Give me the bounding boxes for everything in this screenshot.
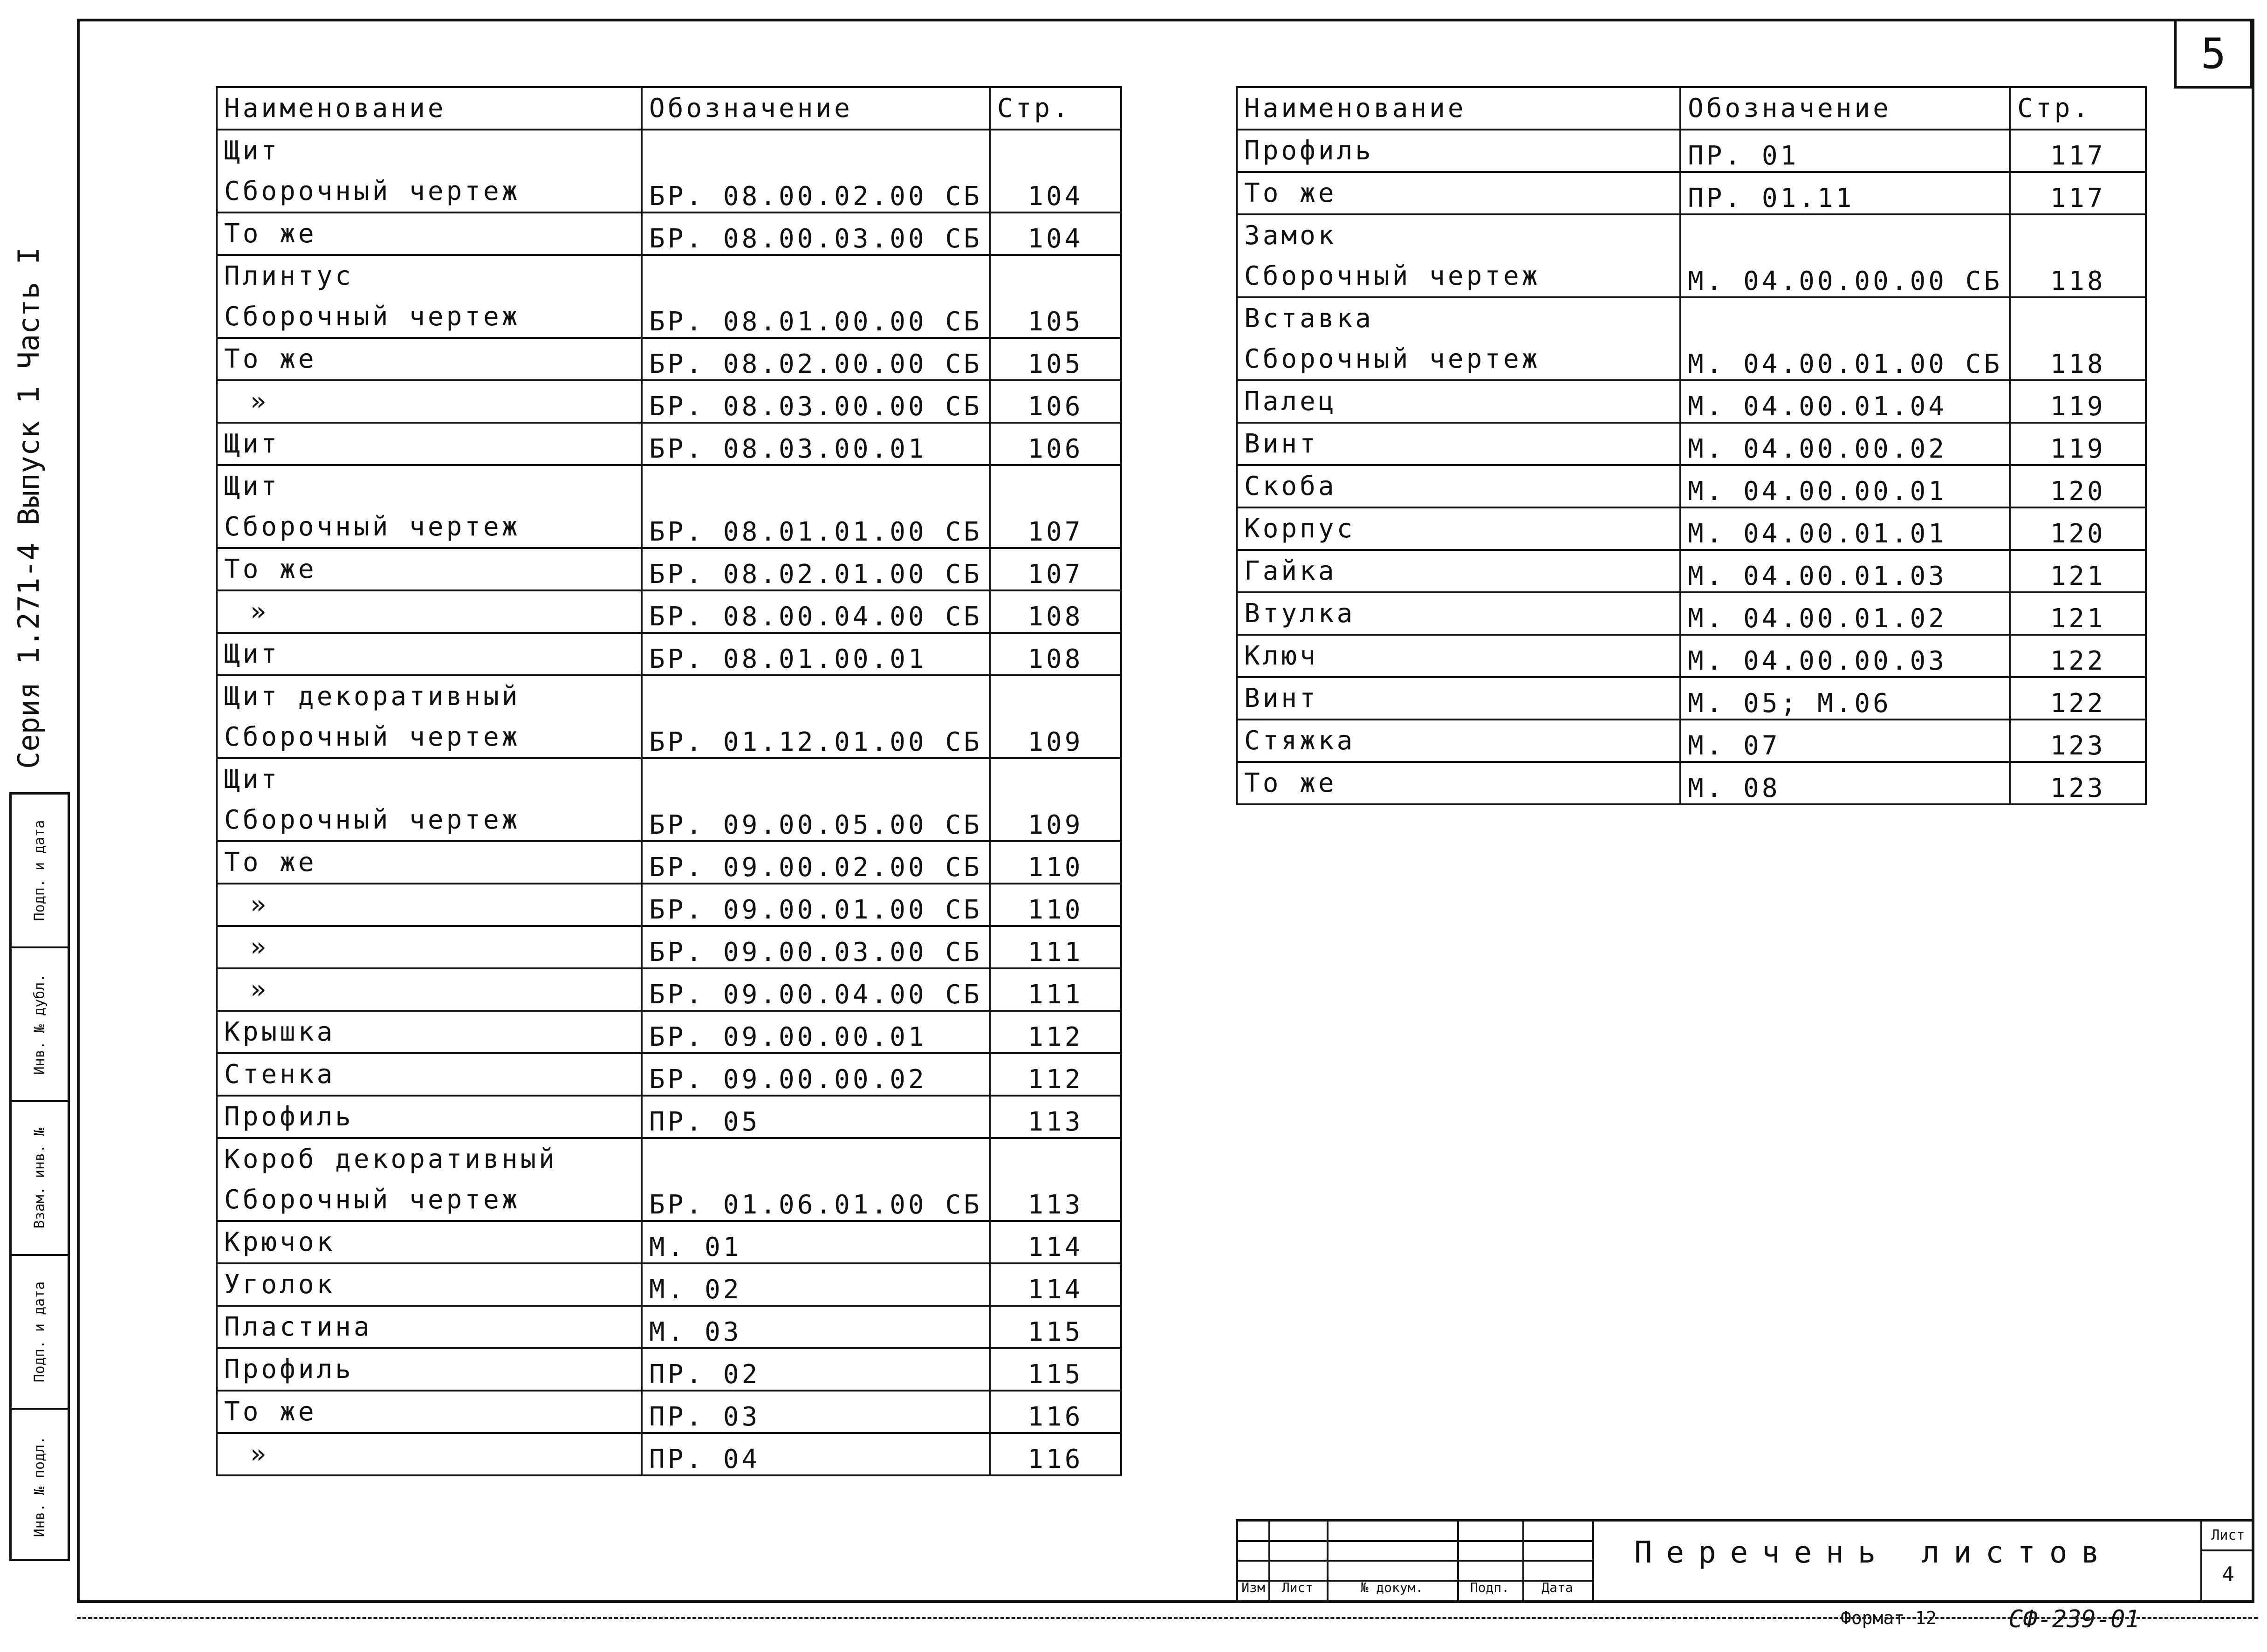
cell-name: Винт — [1237, 677, 1680, 720]
cell-designation: БР. 01.12.01.00 СБ — [642, 675, 990, 758]
cell-designation: М. 02 — [642, 1263, 990, 1306]
cell-designation: ПР. 03 — [642, 1391, 990, 1433]
table-row — [217, 1391, 1121, 1433]
cell-designation: БР. 08.03.00.01 — [642, 423, 990, 465]
stamp-field-label: Инв. № подл. — [31, 1436, 48, 1537]
table-row — [217, 380, 1121, 423]
cell-name: То же — [217, 841, 642, 884]
table-row — [217, 926, 1121, 968]
cell-page: 113 — [990, 1096, 1121, 1138]
table-row — [217, 1348, 1121, 1391]
cell-page: 121 — [2010, 550, 2146, 592]
stamp-field-label: Инв. № дубл. — [31, 973, 48, 1075]
cell-name: Щит декоративный — [217, 675, 642, 717]
cell-designation: БР. 08.00.03.00 СБ — [642, 212, 990, 255]
cell-designation: М. 04.00.00.00 СБ — [1680, 214, 2010, 297]
cell-name: » — [217, 590, 642, 633]
cell-name: То же — [217, 1391, 642, 1433]
cell-page: 122 — [2010, 635, 2146, 677]
cell-page: 104 — [990, 212, 1121, 255]
cell-designation: БР. 08.01.01.00 СБ — [642, 465, 990, 548]
cell-page: 120 — [2010, 507, 2146, 550]
series-label: Серия 1.271-4 Выпуск 1 Часть I — [12, 247, 46, 769]
bottom-rule — [77, 1617, 2258, 1619]
table-row — [1237, 507, 2146, 550]
table-row — [217, 338, 1121, 380]
cell-name: Сборочный чертеж — [217, 1179, 642, 1221]
cell-designation: М. 05; М.06 — [1680, 677, 2010, 720]
cell-designation: БР. 08.00.04.00 СБ — [642, 590, 990, 633]
stamp-field-label: Подп. и дата — [31, 820, 48, 921]
cell-name: » — [217, 1433, 642, 1475]
table-row — [217, 1306, 1121, 1348]
cell-designation: М. 01 — [642, 1221, 990, 1263]
title-block-label: Дата — [1541, 1580, 1573, 1595]
stamp-field-label: Взам. инв. № — [31, 1127, 48, 1229]
cell-name: Сборочный чертеж — [217, 507, 642, 548]
table-row — [1237, 380, 2146, 423]
cell-designation: ПР. 01.11 — [1680, 172, 2010, 214]
cell-designation: М. 04.00.01.03 — [1680, 550, 2010, 592]
cell-name: Скоба — [1237, 465, 1680, 507]
cell-name: Профиль — [217, 1348, 642, 1391]
title-block-label: Изм — [1241, 1580, 1265, 1595]
cell-page: 121 — [2010, 592, 2146, 635]
cell-name: Пластина — [217, 1306, 642, 1348]
cell-name: Палец — [1237, 380, 1680, 423]
header-designation: Обозначение — [1680, 87, 2010, 130]
cell-designation: М. 04.00.01.00 СБ — [1680, 297, 2010, 380]
table-header-row — [217, 87, 1121, 130]
table-row — [217, 1096, 1121, 1138]
header-designation: Обозначение — [642, 87, 990, 130]
cell-page: 117 — [2010, 130, 2146, 172]
cell-name: Сборочный чертеж — [217, 717, 642, 758]
cell-name: Плинтус — [217, 255, 642, 296]
cell-designation: ПР. 04 — [642, 1433, 990, 1475]
cell-name: Ключ — [1237, 635, 1680, 677]
table-row — [1237, 677, 2146, 720]
cell-page: 119 — [2010, 423, 2146, 465]
header-name: Наименование — [1237, 87, 1680, 130]
table-header-row — [1237, 87, 2146, 130]
cell-page: 123 — [2010, 762, 2146, 804]
title-block-label: Лист — [1281, 1580, 1314, 1595]
title-block-labels — [1238, 1580, 1592, 1603]
cell-page: 118 — [2010, 214, 2146, 297]
cell-page: 119 — [2010, 380, 2146, 423]
table-row — [217, 758, 1121, 800]
cell-designation: БР. 08.02.00.00 СБ — [642, 338, 990, 380]
table-row — [1237, 720, 2146, 762]
cell-name: То же — [1237, 172, 1680, 214]
sheet-value: 4 — [2222, 1563, 2234, 1586]
table-row — [217, 590, 1121, 633]
cell-designation: М. 07 — [1680, 720, 2010, 762]
table-row — [217, 1263, 1121, 1306]
table-row — [217, 968, 1121, 1011]
table-row — [217, 675, 1121, 717]
cell-page: 115 — [990, 1306, 1121, 1348]
table-row — [1237, 635, 2146, 677]
cell-designation: М. 03 — [642, 1306, 990, 1348]
cell-page: 109 — [990, 758, 1121, 841]
table-row — [217, 1138, 1121, 1179]
table-row — [1237, 550, 2146, 592]
cell-designation: БР. 09.00.02.00 СБ — [642, 841, 990, 884]
document-title: Перечень листов — [1634, 1535, 2113, 1570]
cell-name: Уголок — [217, 1263, 642, 1306]
cell-designation: БР. 09.00.05.00 СБ — [642, 758, 990, 841]
cell-name: Сборочный чертеж — [1237, 339, 1680, 380]
cell-page: 114 — [990, 1221, 1121, 1263]
sheet-label: Лист — [2202, 1522, 2254, 1551]
sheet-list-table-right — [1236, 86, 2147, 805]
cell-page: 105 — [990, 255, 1121, 338]
cell-name: Вставка — [1237, 297, 1680, 339]
table-row — [1237, 423, 2146, 465]
cell-name: » — [217, 380, 642, 423]
cell-designation: ПР. 01 — [1680, 130, 2010, 172]
cell-name: Стяжка — [1237, 720, 1680, 762]
cell-page: 123 — [2010, 720, 2146, 762]
table-row — [217, 1011, 1121, 1053]
header-page: Стр. — [990, 87, 1121, 130]
sheet-number-box — [2200, 1522, 2254, 1603]
cell-designation: БР. 08.01.00.00 СБ — [642, 255, 990, 338]
cell-name: Короб декоративный — [217, 1138, 642, 1179]
cell-designation: БР. 08.03.00.00 СБ — [642, 380, 990, 423]
cell-designation: М. 08 — [1680, 762, 2010, 804]
cell-page: 111 — [990, 926, 1121, 968]
cell-page: 107 — [990, 548, 1121, 590]
side-stamp — [9, 792, 70, 1561]
table-row — [1237, 465, 2146, 507]
cell-name: Замок — [1237, 214, 1680, 256]
cell-page: 104 — [990, 130, 1121, 212]
table-row — [217, 1433, 1121, 1475]
document-code: СФ-239-01 — [2008, 1605, 2140, 1633]
table-row — [217, 1053, 1121, 1096]
cell-designation: БР. 01.06.01.00 СБ — [642, 1138, 990, 1221]
cell-page: 116 — [990, 1433, 1121, 1475]
cell-name: Корпус — [1237, 507, 1680, 550]
cell-designation: БР. 09.00.04.00 СБ — [642, 968, 990, 1011]
cell-page: 116 — [990, 1391, 1121, 1433]
cell-name: Профиль — [217, 1096, 642, 1138]
cell-designation: М. 04.00.01.02 — [1680, 592, 2010, 635]
header-page: Стр. — [2010, 87, 2146, 130]
sheet-list-table-left — [216, 86, 1122, 1476]
title-block-label: Подп. — [1470, 1580, 1510, 1595]
stamp-field — [12, 795, 68, 948]
cell-designation: М. 04.00.00.03 — [1680, 635, 2010, 677]
table-row — [217, 1221, 1121, 1263]
table-row — [217, 884, 1121, 926]
cell-designation: БР. 08.00.02.00 СБ — [642, 130, 990, 212]
cell-name: То же — [217, 548, 642, 590]
cell-page: 112 — [990, 1011, 1121, 1053]
table-row — [1237, 297, 2146, 339]
cell-designation: БР. 09.00.00.01 — [642, 1011, 990, 1053]
table-row — [1237, 130, 2146, 172]
stamp-field — [12, 1102, 68, 1256]
page-number: 5 — [2174, 19, 2253, 89]
cell-page: 109 — [990, 675, 1121, 758]
cell-designation: БР. 08.02.01.00 СБ — [642, 548, 990, 590]
cell-name: » — [217, 926, 642, 968]
title-block — [1236, 1519, 2254, 1603]
cell-designation: БР. 09.00.03.00 СБ — [642, 926, 990, 968]
cell-name: Крышка — [217, 1011, 642, 1053]
table-row — [217, 465, 1121, 507]
cell-name: Втулка — [1237, 592, 1680, 635]
cell-page: 108 — [990, 590, 1121, 633]
cell-page: 112 — [990, 1053, 1121, 1096]
cell-designation: М. 04.00.01.01 — [1680, 507, 2010, 550]
cell-name: Щит — [217, 758, 642, 800]
cell-page: 106 — [990, 380, 1121, 423]
table-row — [217, 548, 1121, 590]
cell-name: Профиль — [1237, 130, 1680, 172]
table-row — [217, 255, 1121, 296]
cell-page: 122 — [2010, 677, 2146, 720]
cell-page: 117 — [2010, 172, 2146, 214]
cell-name: То же — [217, 212, 642, 255]
stamp-field-label: Подп. и дата — [31, 1281, 48, 1383]
cell-page: 120 — [2010, 465, 2146, 507]
cell-designation: М. 04.00.00.01 — [1680, 465, 2010, 507]
cell-page: 108 — [990, 633, 1121, 675]
table-row — [1237, 214, 2146, 256]
cell-designation: ПР. 05 — [642, 1096, 990, 1138]
table-row — [217, 130, 1121, 171]
title-block-label: № докум. — [1360, 1580, 1424, 1595]
stamp-field — [12, 948, 68, 1102]
cell-page: 118 — [2010, 297, 2146, 380]
cell-page: 110 — [990, 841, 1121, 884]
cell-page: 113 — [990, 1138, 1121, 1221]
cell-page: 105 — [990, 338, 1121, 380]
cell-name: Щит — [217, 423, 642, 465]
cell-name: Сборочный чертеж — [217, 171, 642, 212]
cell-name: Щит — [217, 633, 642, 675]
cell-designation: БР. 08.01.00.01 — [642, 633, 990, 675]
cell-name: Сборочный чертеж — [217, 800, 642, 841]
cell-name: » — [217, 884, 642, 926]
table-row — [217, 841, 1121, 884]
cell-name: Сборочный чертеж — [217, 296, 642, 338]
table-row — [1237, 172, 2146, 214]
cell-name: Сборочный чертеж — [1237, 256, 1680, 297]
cell-page: 114 — [990, 1263, 1121, 1306]
cell-name: Крючок — [217, 1221, 642, 1263]
table-row — [1237, 762, 2146, 804]
stamp-field — [12, 1256, 68, 1410]
table-row — [217, 633, 1121, 675]
cell-designation: ПР. 02 — [642, 1348, 990, 1391]
cell-designation: БР. 09.00.00.02 — [642, 1053, 990, 1096]
cell-name: Щит — [217, 130, 642, 171]
cell-name: Стенка — [217, 1053, 642, 1096]
cell-name: Щит — [217, 465, 642, 507]
stamp-field — [12, 1410, 68, 1563]
cell-designation: М. 04.00.00.02 — [1680, 423, 2010, 465]
cell-page: 111 — [990, 968, 1121, 1011]
cell-name: То же — [1237, 762, 1680, 804]
table-row — [1237, 592, 2146, 635]
cell-name: » — [217, 968, 642, 1011]
table-row — [217, 423, 1121, 465]
cell-page: 106 — [990, 423, 1121, 465]
table-row — [217, 212, 1121, 255]
header-name: Наименование — [217, 87, 642, 130]
cell-page: 110 — [990, 884, 1121, 926]
cell-designation: БР. 09.00.01.00 СБ — [642, 884, 990, 926]
cell-designation: М. 04.00.01.04 — [1680, 380, 2010, 423]
cell-page: 107 — [990, 465, 1121, 548]
cell-page: 115 — [990, 1348, 1121, 1391]
format-label: Формат 12 — [1841, 1608, 1937, 1628]
cell-name: Гайка — [1237, 550, 1680, 592]
cell-name: Винт — [1237, 423, 1680, 465]
cell-name: То же — [217, 338, 642, 380]
